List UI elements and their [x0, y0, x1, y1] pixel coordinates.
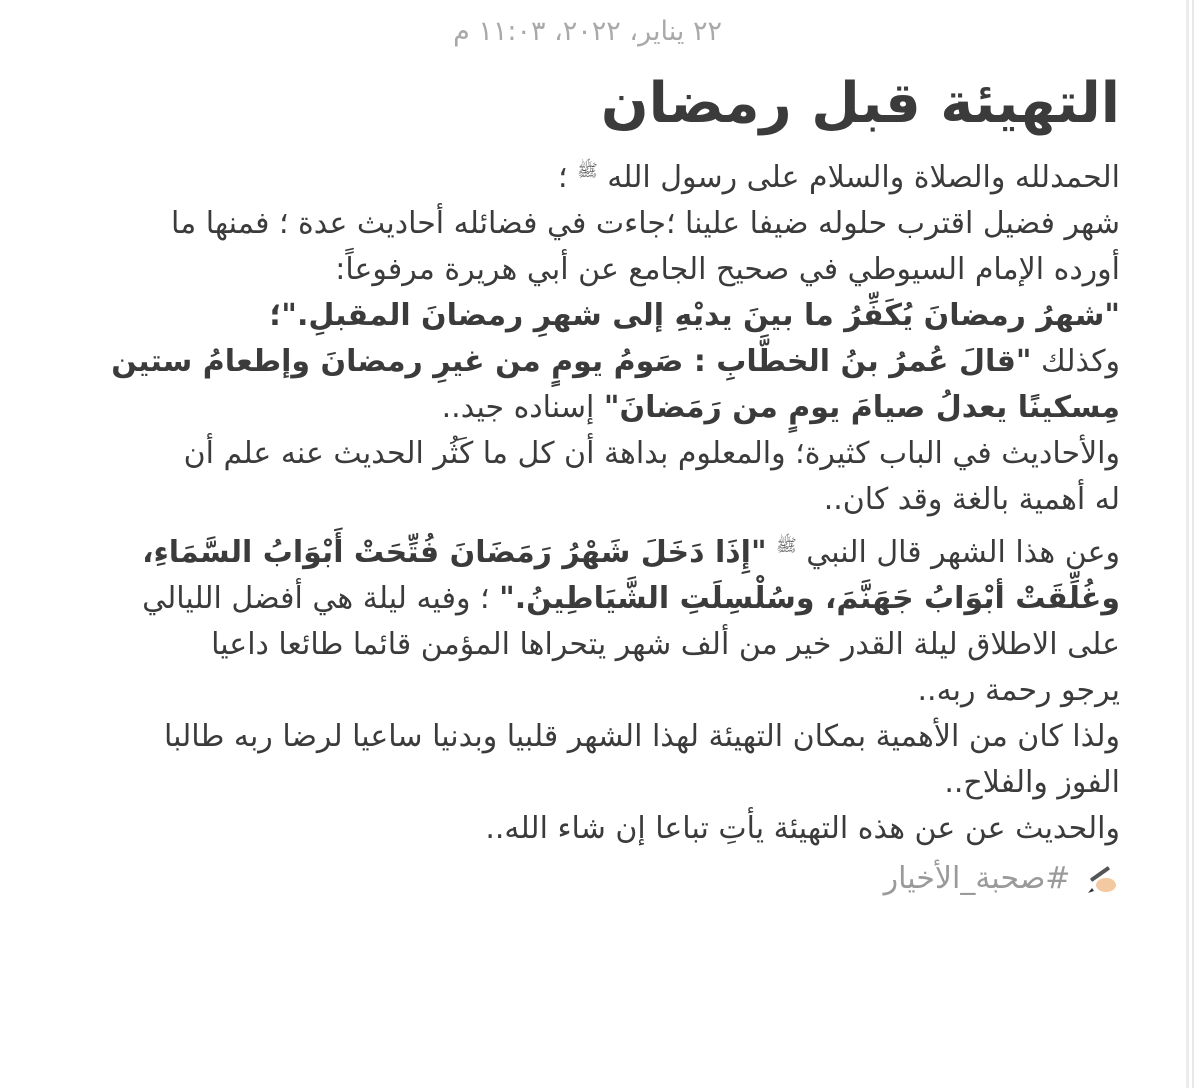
honorific-symbol: ﷺ: [776, 536, 797, 556]
post-date: ٢٢ يناير، ٢٠٢٢، ١١:٠٣ م: [453, 16, 722, 47]
body-text: إسناده جيد..: [441, 390, 595, 425]
body-line-5: [70, 339, 1120, 385]
omar-quote: "قالَ عُمرُ بنُ الخطَّابِ : صَومُ يومٍ من غيرِ رمضانَ وإطعامُ ستين: [111, 344, 1032, 379]
body-line-14: الفوز والفلاح..: [944, 765, 1120, 800]
body-line-13: ولذا كان من الأهمية بمكان التهيئة لهذا الشهر قلبيا وبدنيا ساعيا لرضا ربه طالبا: [163, 719, 1120, 754]
body-line-9: [70, 523, 1120, 576]
body-line-3: أورده الإمام السيوطي في صحيح الجامع عن أبي هريرة مرفوعاً:: [335, 252, 1120, 287]
hadith-quote-2: "إِذَا دَخَلَ شَهْرُ رَمَضَانَ فُتِّحَتْ أَبْوَابُ السَّمَاءِ،: [142, 535, 767, 570]
hadith-quote-1: "شهرُ رمضانَ يُكَفِّرُ ما بينَ يديْهِ إلى شهرِ رمضانَ المقبلِ."؛: [269, 298, 1120, 333]
hashtag-row: [70, 856, 1120, 902]
post-title: التهيئة قبل رمضان: [600, 71, 1120, 136]
body-line-2: شهر فضيل اقترب حلوله ضيفا علينا ؛جاءت في فضائله أحاديث عدة ؛ فمنها ما: [170, 206, 1120, 241]
body-text: وكذلك: [1031, 344, 1120, 379]
body-line-1: [70, 148, 1120, 201]
body-line-6: [70, 385, 1120, 431]
body-line-11: على الاطلاق ليلة القدر خير من ألف شهر يتحراها المؤمن قائما طائعا داعيا: [211, 627, 1120, 662]
body-text: ؛ وفيه ليلة هي أفضل الليالي: [142, 581, 490, 616]
body-text: الحمدلله والصلاة والسلام على رسول الله: [607, 160, 1120, 195]
omar-quote-cont: مِسكينًا يعدلُ صيامَ يومٍ من رَمَضانَ": [603, 390, 1120, 425]
writing-hand-icon: [1086, 863, 1120, 897]
hashtag-link[interactable]: #صحبة_الأخيار: [883, 861, 1071, 896]
body-line-10: [70, 576, 1120, 622]
body-line-7: والأحاديث في الباب كثيرة؛ والمعلوم بداهة أن كل ما كَثُر الحديث عنه علم أن: [183, 436, 1120, 471]
body-text: وعن هذا الشهر قال النبي: [796, 535, 1120, 570]
honorific-symbol: ﷺ: [577, 161, 598, 181]
post-body: [70, 148, 1120, 902]
right-border-rule: [1186, 0, 1200, 1088]
body-line-8: له أهمية بالغة وقد كان..: [823, 482, 1120, 517]
hadith-quote-2-cont: وغُلِّقَتْ أبْوَابُ جَهَنَّمَ، وسُلْسِلَتِ الشَّيَاطِينُ.": [499, 581, 1120, 616]
body-line-15: والحديث عن عن هذه التهيئة يأتِ تباعا إن شاء الله..: [485, 811, 1120, 846]
body-text: ؛: [558, 160, 568, 195]
body-line-12: يرجو رحمة ربه..: [917, 673, 1120, 708]
